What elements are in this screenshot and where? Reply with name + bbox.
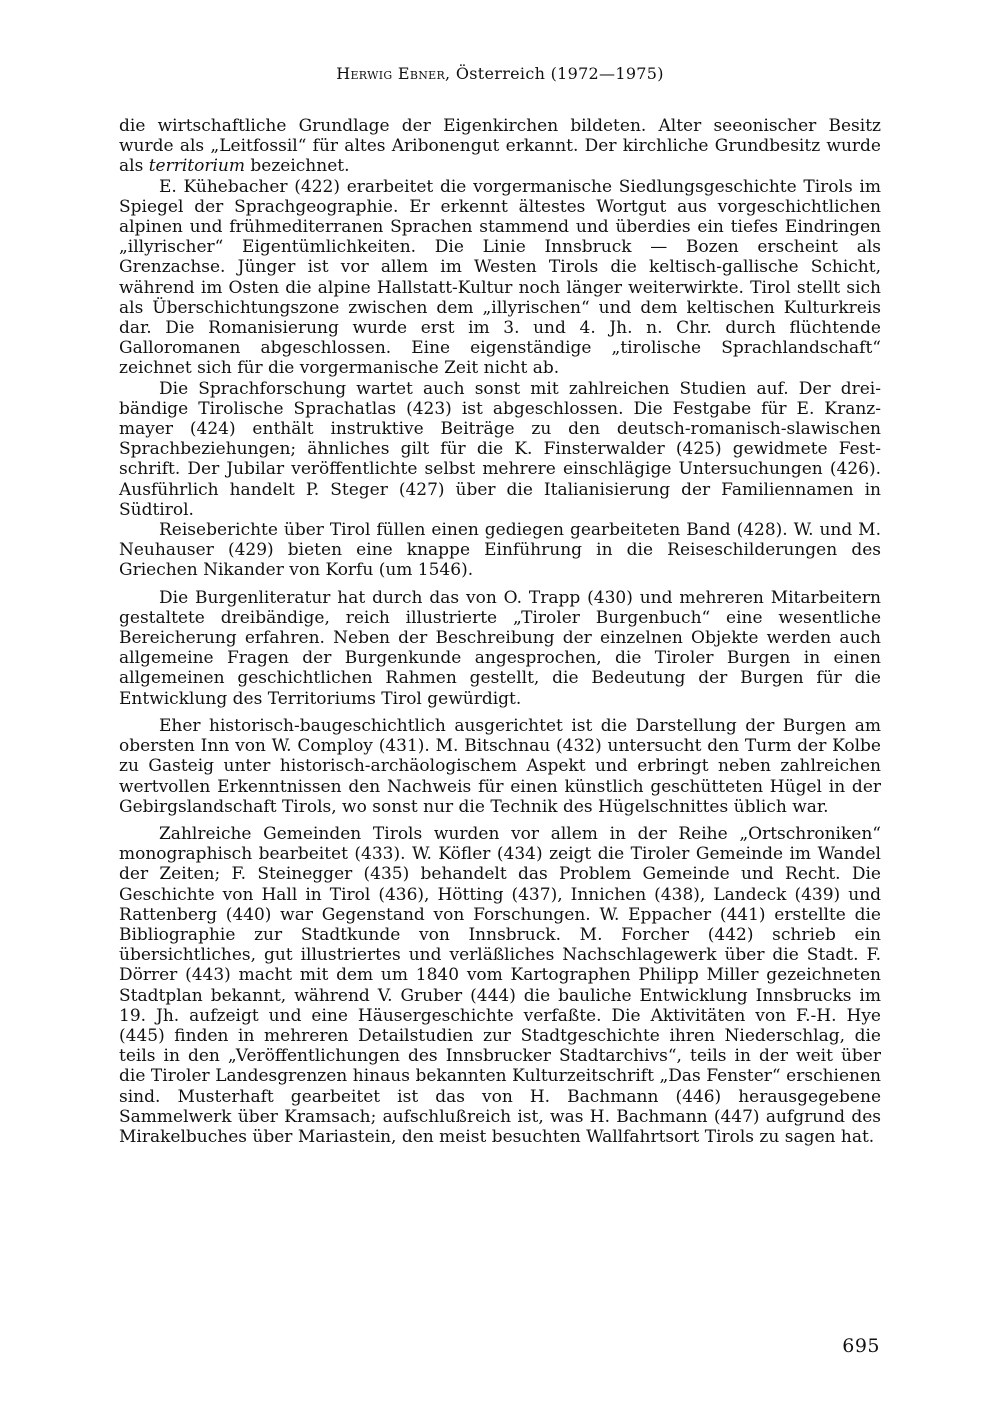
paragraph-text: die wirtschaftliche Grundlage der Eigenkirchen bildeten. Alter seeonischer Besitz wurde als „Leitfossil“ für altes Aribonengut erkannt. Der kirchliche Grundbesitz wurde als <box>119 116 881 177</box>
italic-term: territorium <box>148 156 245 177</box>
paragraph: E. Kühebacher (422) erarbeitet die vorgermanische Siedlungsgeschichte Tirols im Spiegel der Sprachgeographie. Er erkennt ältestes Wortgut aus vorgeschichtlichen alpinen und frühmediterranen Sprachen stammend und überdies ein tiefes Eindringen „illyrischer“ Eigentümlichkeiten. Die Linie Innsbruck — Bozen erscheint als Grenzachse. Jünger ist vor allem im Westen Tirols die keltisch-gallische Schicht, während im Osten die alpine Hallstatt-Kultur noch länger weiterwirkte. Tirol stellt sich als Überschichtungszone zwischen dem „illyrischen“ und dem keltischen Kulturkreis dar. Die Romanisierung wurde erst im 3. und 4. Jh. n. Chr. durch flüchtende Galloromanen abgeschlossen. Eine eigenständige „tirolische Sprachlandschaft“ zeichnet sich für die vorgermanische Zeit nicht ab. <box>119 176 881 379</box>
paragraph: Eher historisch-baugeschichtlich ausgerichtet ist die Darstellung der Burgen am obersten Inn von W. Comploy (431). M. Bitschnau (432) untersucht den Turm der Kolbe zu Gasteig unter historisch-archäologischem Aspekt und erbringt neben zahlreichen wertvollen Erkenntnissen den Nachweis für einen künstlich geschütteten Hügel in der Gebirgslandschaft Tirols, wo sonst nur die Technik des Hügelschnittes üblich war. <box>119 715 881 817</box>
header-title: , Österreich (1972—1975) <box>445 64 664 83</box>
header-author: Herwig Ebner <box>336 64 446 83</box>
paragraph: Reiseberichte über Tirol füllen einen gediegen gearbeiteten Band (428). W. und M. Neuhauser (429) bieten eine knappe Einführung in die Reiseschilderungen des Griechen Nikander von Korfu (um 1546). <box>119 520 881 581</box>
paragraph-text: bezeichnet. <box>244 156 350 177</box>
paragraph: Die Burgenliteratur hat durch das von O. Trapp (430) und mehreren Mitarbeitern gestaltete dreibändige, reich illustrierte „Tiroler Burgenbuch“ eine wesentliche Bereicherung erfahren. Neben der Beschreibung der einzelnen Objekte werden auch allgemeine Fragen der Burgenkunde angesprochen, die Tiroler Burgen in einen allgemeinen geschichtlichen Rahmen gestellt, die Bedeutung der Burgen für die Entwicklung des Territoriums Tirol gewürdigt. <box>119 587 881 709</box>
body-text <box>119 116 881 1147</box>
paragraph: Die Sprachforschung wartet auch sonst mit zahlreichen Studien auf. Der dreibändige Tirolische Sprachatlas (423) ist abgeschlossen. Die Festgabe für E. Kranzmayer (424) enthält instruktive Beiträge zu den deutsch-romanisch-slawischen Sprachbeziehungen; ähnliches gilt für die K. Finsterwalder (425) gewidmete Festschrift. Der Jubilar veröffentlichte selbst mehrere einschlägige Untersuchungen (426). Ausführlich handelt P. Steger (427) über die Italianisierung der Familiennamen in Südtirol. <box>119 378 881 520</box>
paragraph: Zahlreiche Gemeinden Tirols wurden vor allem in der Reihe „Ortschroniken“ monographisch bearbeitet (433). W. Köfler (434) zeigt die Tiroler Gemeinde im Wandel der Zeiten; F. Steinegger (435) behandelt das Problem Gemeinde und Recht. Die Geschichte von Hall in Tirol (436), Hötting (437), Innichen (438), Landeck (439) und Rattenberg (440) war Gegenstand von Forschungen. W. Eppacher (441) erstellte die Bibliographie zur Stadtkunde von Innsbruck. M. Forcher (442) schrieb ein übersichtliches, gut illustriertes und verläßliches Nachschlagewerk über die Stadt. F. Dörrer (443) macht mit dem um 1840 vom Kartographen Philipp Miller gezeichneten Stadtplan bekannt, während V. Gruber (444) die bauliche Entwicklung Innsbrucks im 19. Jh. aufzeigt und eine Häusergeschichte verfaßte. Die Aktivitäten von F.-H. Hye (445) finden in mehreren Detailstudien zur Stadtgeschichte ihren Niederschlag, die teils in den „Veröffentlichungen des Innsbrucker Stadtarchivs“, teils in der weit über die Tiroler Landesgrenzen hinaus bekannten Kulturzeitschrift „Das Fenster“ erschienen sind. Musterhaft gearbeitet ist das von H. Bachmann (446) herausgegebene Sammelwerk über Kramsach; aufschlußreich ist, was H. Bachmann (447) aufgrund des Mirakelbuches über Mariastein, den meist besuchten Wallfahrtsort Tirols zu sagen hat. <box>119 823 881 1147</box>
running-header <box>120 64 880 83</box>
paragraph <box>119 116 881 177</box>
page-number: 695 <box>842 1335 880 1357</box>
